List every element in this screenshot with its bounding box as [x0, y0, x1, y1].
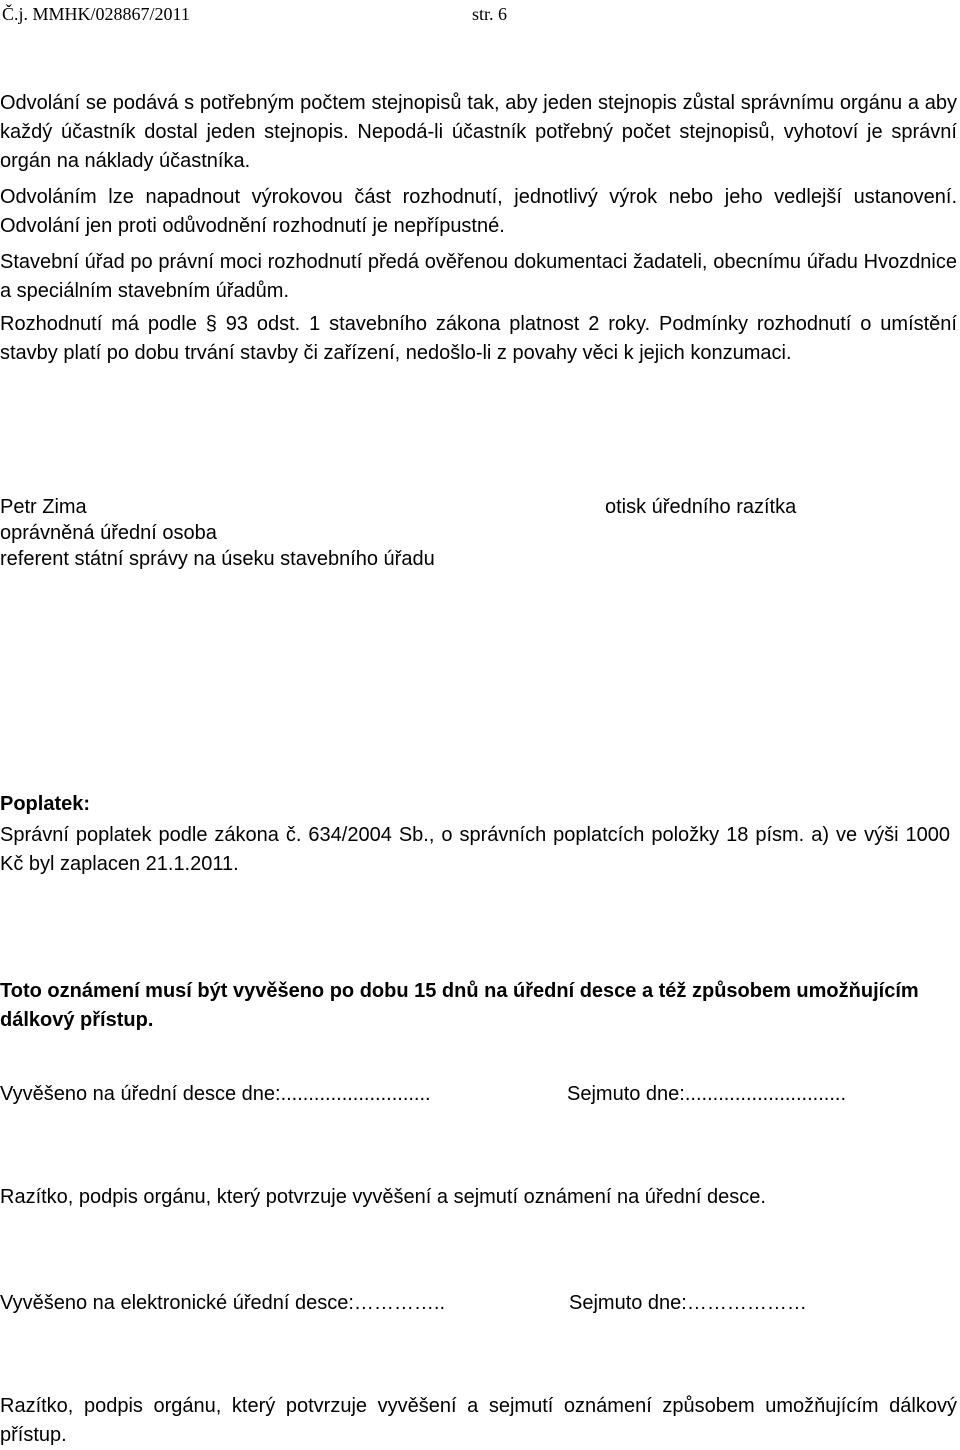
electronic-stamp-line: Razítko, podpis orgánu, který potvrzuje vyvěšení a sejmutí oznámení způsobem umožňujícím dálkový přístup.	[0, 1395, 957, 1446]
reference-number: Č.j. MMHK/028867/2011	[2, 4, 190, 24]
page-number: str. 6	[472, 4, 508, 24]
validity-paragraph: Rozhodnutí má podle § 93 odst. 1 stavebního zákona platnost 2 roky. Podmínky rozhodnutí o umístění stavby platí po dobu trvání stavby či zařízení, nedošlo-li z povahy věci k jejich konzumaci.	[0, 313, 957, 364]
removed-electronic-date: Sejmuto dne:………………	[569, 1292, 807, 1314]
removed-board-date: Sejmuto dne:.............................	[567, 1083, 846, 1105]
posted-electronic-date: Vyvěšeno na elektronické úřední desce:…………..	[0, 1292, 446, 1314]
notice-text: Toto oznámení musí být vyvěšeno po dobu 15 dnů na úřední desce a též způsobem umožňujícím dálkový přístup.	[0, 980, 919, 1031]
fee-heading: Poplatek:	[0, 793, 91, 815]
signature-block	[0, 494, 435, 572]
appeal-copies-paragraph: Odvolání se podává s potřebným počtem stejnopisů tak, aby jeden stejnopis zůstal správnímu orgánu a aby každý účastník dostal jeden stejnopis. Nepodá-li účastník potřebný počet stejnopisů, vyhotoví je správní orgán na náklady účastníka.	[0, 92, 957, 172]
stamp-placeholder: otisk úředního razítka	[605, 496, 797, 518]
documentation-paragraph: Stavební úřad po právní moci rozhodnutí předá ověřenou dokumentaci žadateli, obecnímu úřadu Hvozdnice a speciálním stavebním úřadům.	[0, 251, 957, 302]
page-header	[2, 3, 508, 25]
signatory-name: Petr Zima	[0, 496, 87, 518]
posted-board-date: Vyvěšeno na úřední desce dne:...........................	[0, 1083, 431, 1105]
signatory-role: oprávněná úřední osoba	[0, 522, 217, 544]
board-stamp-line: Razítko, podpis orgánu, který potvrzuje vyvěšení a sejmutí oznámení na úřední desce.	[0, 1186, 766, 1208]
fee-text: Správní poplatek podle zákona č. 634/2004 Sb., o správních poplatcích položky 18 písm. a) ve výši 1000 Kč byl zaplacen 21.1.2011.	[0, 824, 950, 875]
signatory-position: referent státní správy na úseku stavebního úřadu	[0, 548, 435, 570]
appeal-scope-paragraph: Odvoláním lze napadnout výrokovou část rozhodnutí, jednotlivý výrok nebo jeho vedlejší ustanovení. Odvolání jen proti odůvodnění rozhodnutí je nepřípustné.	[0, 186, 957, 237]
